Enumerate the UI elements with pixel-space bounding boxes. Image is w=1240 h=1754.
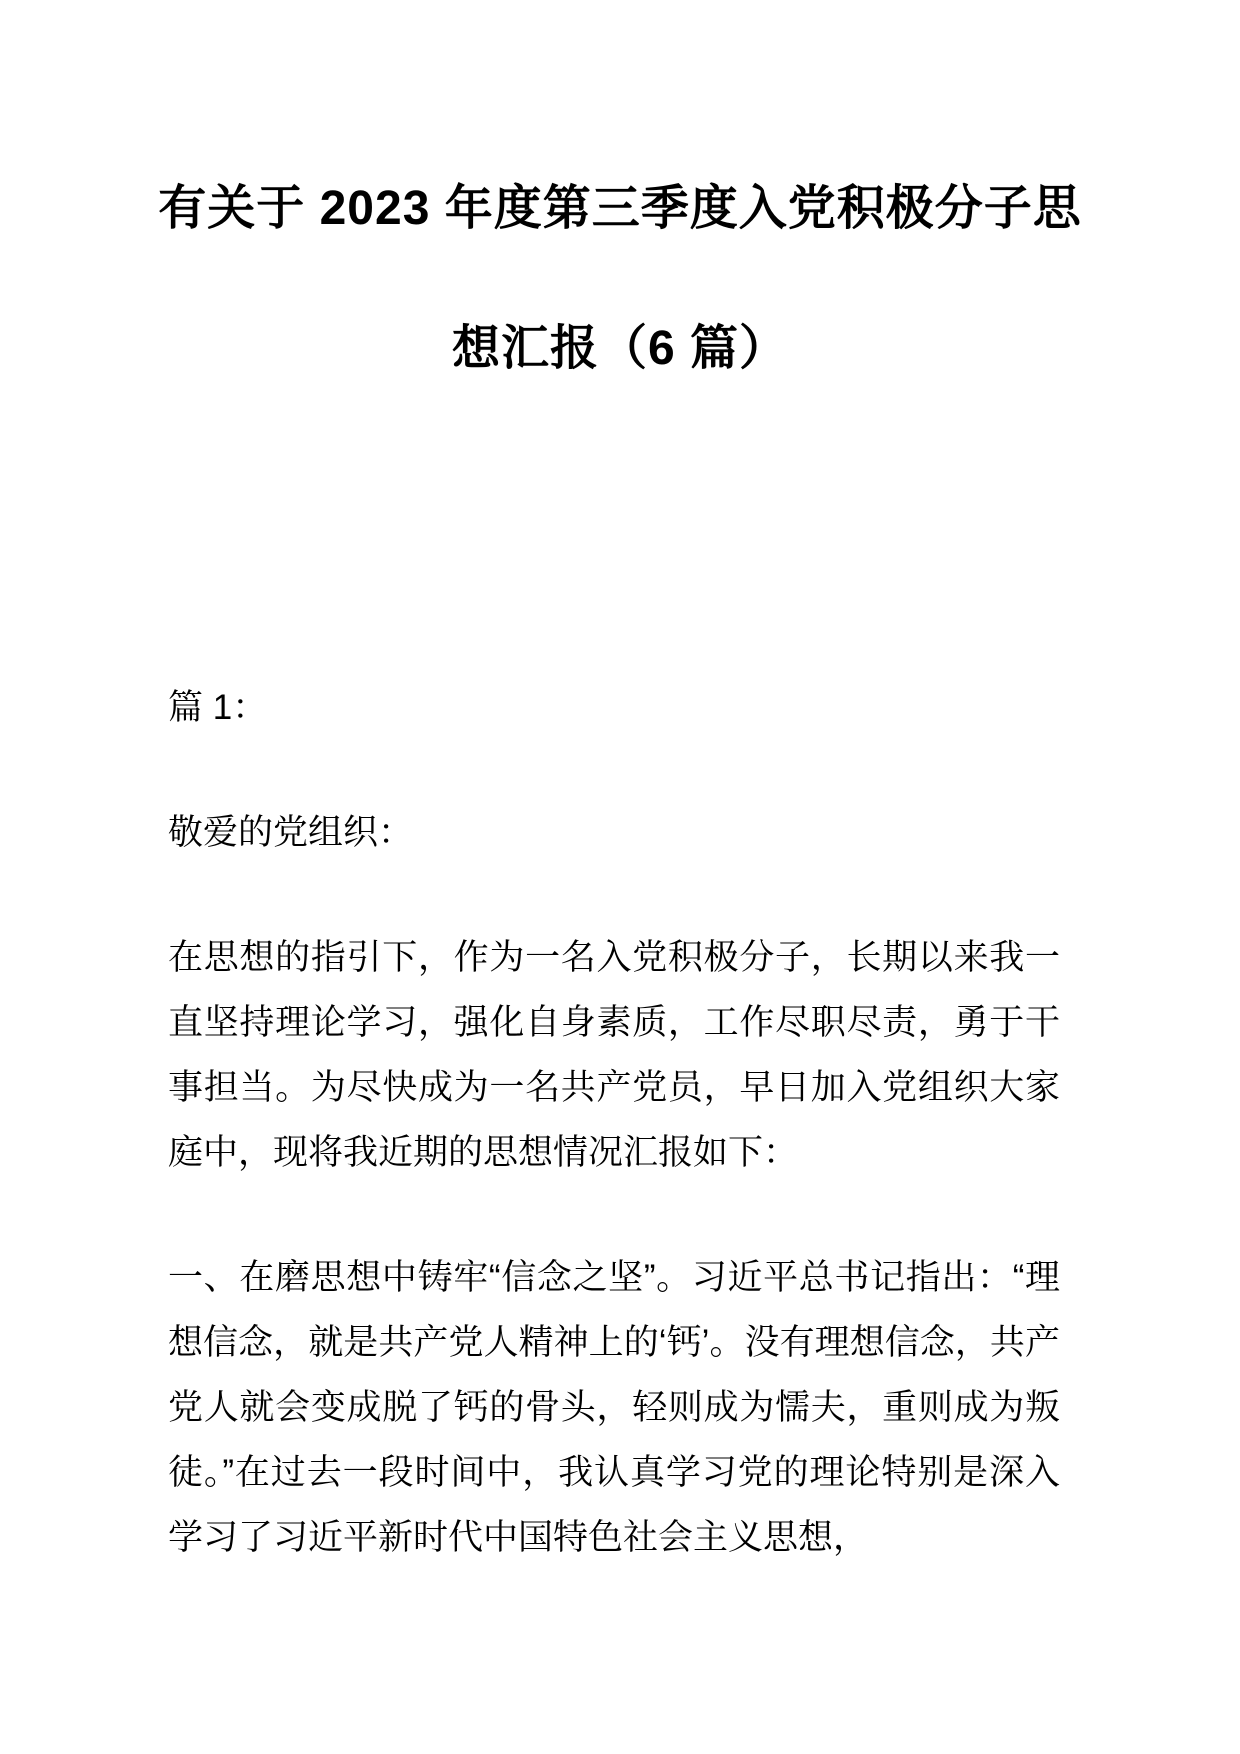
paragraph: 在思想的指引下，作为一名入党积极分子，长期以来我一直坚持理论学习，强化自身素质，工作尽职尽责，勇于干事担当。为尽快成为一名共产党员，早日加入党组织大家庭中，现将我近期的思想情况汇报如下： xyxy=(168,938,1060,1172)
section-label: 篇 1： xyxy=(168,688,268,727)
document-title-line-2: 想汇报（6 篇） xyxy=(451,322,789,375)
document-title xyxy=(150,139,1090,419)
salutation: 敬爱的党组织： xyxy=(168,813,414,852)
document-title-line-1: 有关于 2023 年度第三季度入党积极分子思 xyxy=(158,182,1082,235)
paragraph: 一、在磨思想中铸牢“信念之坚”。习近平总书记指出：“理想信念，就是共产党人精神上的‘钙’。没有理想信念，共产党人就会变成脱了钙的骨头，轻则成为懦夫，重则成为叛徒。”在过去一段时间中，我认真学习党的理论特别是深入学习了习近平新时代中国特色社会主义思想， xyxy=(168,1258,1060,1557)
document-body xyxy=(168,675,1060,1570)
